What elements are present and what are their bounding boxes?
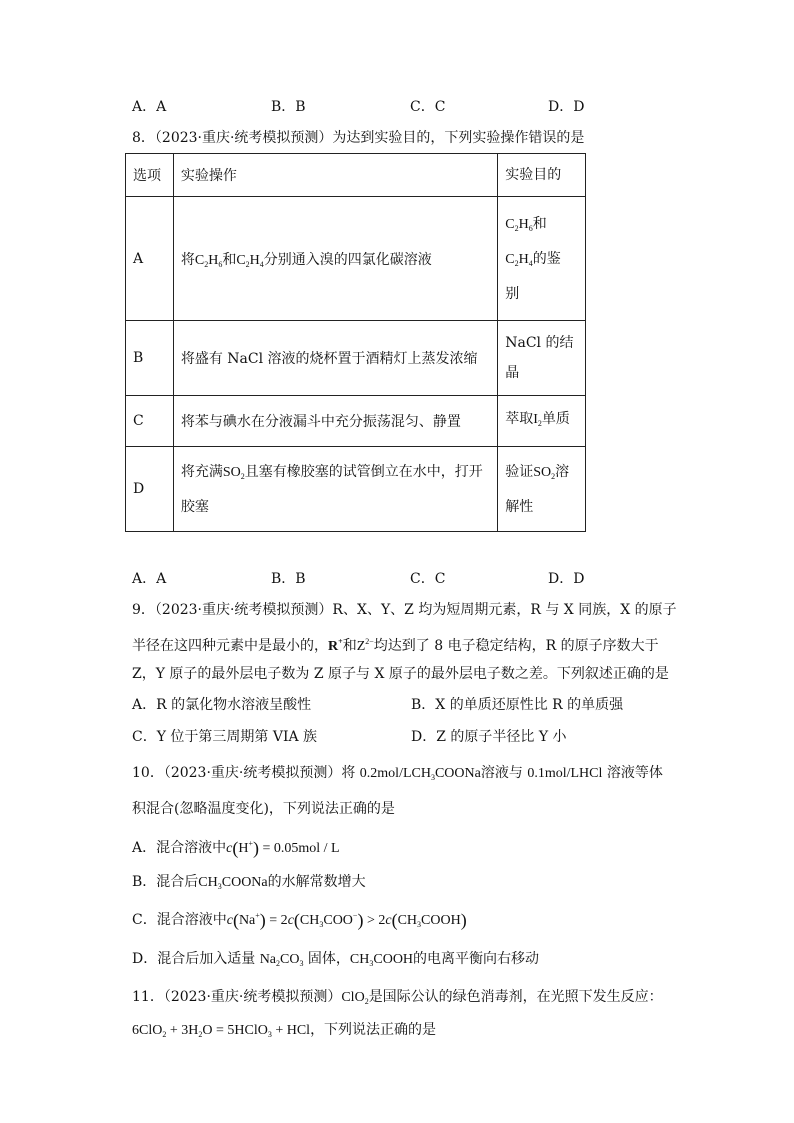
question-10-option-b: B．混合后$CH_3COONa$的水解常数增大 [132, 874, 366, 891]
option-b: B．B [271, 571, 306, 587]
reaction-equation: $6ClO_2 + 3H_2O$ = 5HClO$_3$ + HCl [132, 1023, 311, 1039]
option-b: B．B [271, 99, 306, 115]
row-b-option: B [126, 321, 174, 396]
header-option: 选项 [126, 154, 174, 197]
question-10-option-d: D．混合后加入适量 $Na_2CO_3$ 固体，$CH_3COOH$的电离平衡向右移动 [132, 951, 540, 968]
question-9-line-2: 半径在这四种元素中是最小的，R+和$Z^{2-}$均达到了 8 电子稳定结构，R 的原子序数大于 [132, 637, 659, 654]
option-d: D．D [548, 99, 585, 115]
row-d-purpose: 验证$SO_2$溶 解性 [498, 447, 586, 532]
question-10-line-2: 积混合(忽略温度变化)，下列说法正确的是 [132, 801, 395, 817]
row-b-operation: 将盛有 NaCl 溶液的烧杯置于酒精灯上蒸发浓缩 [173, 321, 497, 396]
question-10-line-1: 10．（2023·重庆·统考模拟预测）将 $0.2mol/LCH_3COONa$溶液与 0.1mol/LHCl 溶液等体 [132, 765, 663, 782]
row-d-option: D [126, 447, 174, 532]
header-operation: 实验操作 [173, 154, 497, 197]
experiment-table [125, 153, 586, 532]
question-9-option-d: D．Z 的原子半径比 Y 小 [411, 729, 567, 745]
table-row-d [126, 447, 586, 532]
question-9-option-c: C．Y 位于第三周期第 VIA 族 [132, 729, 318, 745]
option-d: D．D [548, 571, 585, 587]
row-a-purpose: $C_2H_6$和 $C_2H_4$的鉴 别 [498, 197, 586, 321]
question-11-line-2: $6ClO_2 + 3H_2O$ = 5HClO$_3$ + HCl，下列说法正确的是 [132, 1022, 437, 1039]
question-9-line-1: 9．（2023·重庆·统考模拟预测）R、X、Y、Z 均为短周期元素，R 与 X 同族，X 的原子 [132, 602, 677, 618]
question-11-line-1: 11．（2023·重庆·统考模拟预测）ClO$_2$是国际公认的绿色消毒剂，在光照下发生反应： [132, 989, 663, 1006]
table-row-a [126, 197, 586, 321]
question-9-line-3: Z，Y 原子的最外层电子数为 Z 原子与 X 原子的最外层电子数之差。下列叙述正确的是 [132, 666, 669, 682]
row-a-option: A [126, 197, 174, 321]
row-c-option: C [126, 396, 174, 447]
row-d-operation: 将充满$SO_2$且塞有橡胶塞的试管倒立在水中，打开 胶塞 [173, 447, 497, 532]
question-8-stem: 8．（2023·重庆·统考模拟预测）为达到实验目的，下列实验操作错误的是 [132, 130, 585, 146]
option-c: C．C [410, 99, 446, 115]
option-a: A．A [132, 571, 167, 587]
question-10-option-c: C．混合溶液中$c(Na^+) = 2c(CH_3COO^-)$ > $2c(CH_3COOH)$ [132, 910, 467, 930]
row-a-operation: 将$C_2H_6$和$C_2H_4$分别通入溴的四氯化碳溶液 [173, 197, 497, 321]
row-b-purpose: NaCl 的结 晶 [498, 321, 586, 396]
row-c-purpose: 萃取$I_2$单质 [498, 396, 586, 447]
table-row-b [126, 321, 586, 396]
option-a: A．A [132, 99, 167, 115]
header-purpose: 实验目的 [498, 154, 586, 197]
option-c: C．C [410, 571, 446, 587]
table-header-row [126, 154, 586, 197]
question-10-option-a: A．混合溶液中c(H+) = 0.05mol / L [132, 838, 340, 858]
question-9-option-a: A．R 的氯化物水溶液呈酸性 [132, 697, 312, 713]
question-9-option-b: B．X 的单质还原性比 R 的单质强 [411, 697, 624, 713]
table-row-c [126, 396, 586, 447]
row-c-operation: 将苯与碘水在分液漏斗中充分振荡混匀、静置 [173, 396, 497, 447]
